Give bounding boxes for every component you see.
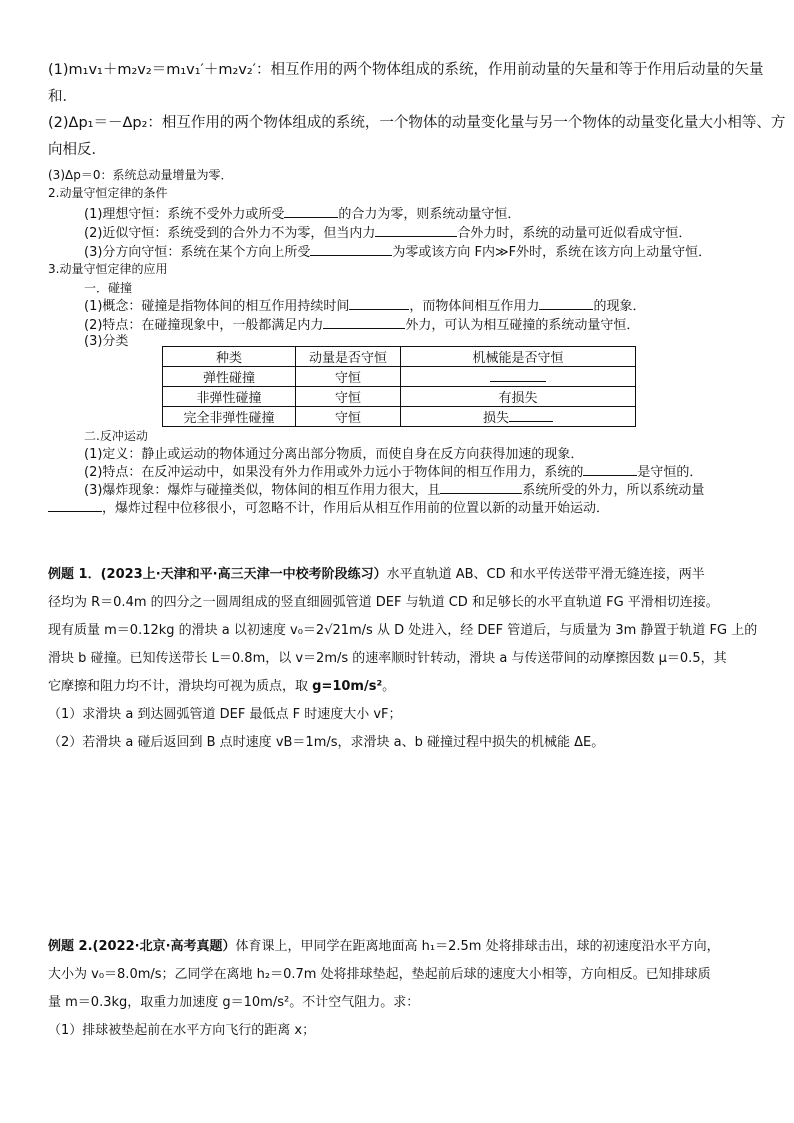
explosion-phenomenon: (3)爆炸现象：爆炸与碰撞类似，物体间的相互作用力很大，且 系统所受的外力，所以系统动量 [84, 479, 704, 498]
formula-line-3: (3)Δp＝0：系统总动量增量为零． [48, 168, 233, 182]
example-1-line-1: 例题 1．(2023上·天津和平·高三天津一中校考阶段练习）水平直轨道 AB、CD 和水平传送带平滑无缝连接，两半 [48, 567, 705, 582]
blank [284, 204, 338, 218]
table-cell [401, 367, 636, 387]
table-row [163, 407, 636, 427]
table-cell: 弹性碰撞 [163, 367, 296, 387]
blank [349, 296, 409, 310]
blank [323, 315, 405, 329]
subsection-collision: 一．碰撞 [84, 281, 133, 295]
section-title-applications: 3.动量守恒定律的应用 [48, 262, 168, 276]
blank [539, 296, 593, 310]
example-1-label: 例题 1 [48, 567, 88, 582]
table-cell: 非弹性碰撞 [163, 387, 296, 407]
example-1-line-4: 滑块 b 碰撞。已知传送带长 L＝0.8m，以 v＝2m/s 的速率顺时针转动，滑块 a 与传送带间的动摩擦因数 μ＝0.5，其 [48, 651, 727, 666]
blank [440, 480, 522, 494]
table-cell: 守恒 [296, 367, 401, 387]
section-title-conditions: 2.动量守恒定律的条件 [48, 186, 168, 200]
table-row [163, 387, 636, 407]
collision-concept: (1)概念：碰撞是指物体间的相互作用持续时间 ，而物体间相互作用力 的现象． [84, 295, 645, 314]
collision-classification: (3)分类 [84, 334, 129, 349]
example-2-question-1: （1）排球被垫起前在水平方向飞行的距离 x； [48, 1023, 316, 1038]
example-1-line-2: 径均为 R＝0.4m 的四分之一圆周组成的竖直细圆弧管道 DEF 与轨道 CD 和足够长的水平直轨道 FG 平滑相切连接。 [48, 595, 719, 610]
table-header: 机械能是否守恒 [401, 347, 636, 367]
table-cell: 有损失 [401, 387, 636, 407]
recoil-feature: (2)特点：在反冲运动中，如果没有外力作用或外力远小于物体间的相互作用力，系统的 是守恒的． [84, 461, 702, 480]
recoil-definition: (1)定义：静止或运动的物体通过分离出部分物质，而使自身在反方向获得加速的现象． [84, 447, 584, 462]
condition-approx: (2)近似守恒：系统受到的合外力不为零，但当内力 合外力时，系统的动量可近似看成守恒． [84, 222, 691, 241]
example-1-line-3: 现有质量 m＝0.12kg 的滑块 a 以初速度 v₀＝2√21m/s 从 D 处进入，经 DEF 管道后，与质量为 3m 静置于轨道 FG 上的 [48, 623, 758, 638]
explosion-phenomenon-cont: ，爆炸过程中位移很小，可忽略不计，作用后从相互作用前的位置以新的动量开始运动． [48, 497, 609, 516]
example-2-source: .(2022·北京·高考真题） [87, 939, 236, 954]
table-cell: 守恒 [296, 407, 401, 427]
example-2-line-3: 量 m＝0.3kg，取重力加速度 g＝10m/s²。不计空气阻力。求： [48, 995, 420, 1010]
formula-line-2: (2)Δp₁＝－Δp₂：相互作用的两个物体组成的系统，一个物体的动量变化量与另一个物体的动量变化量大小相等、方 [48, 115, 786, 131]
collision-type-table [162, 346, 636, 427]
table-cell: 损失 [401, 407, 636, 427]
subsection-recoil: 二.反冲运动 [84, 429, 148, 443]
example-2-label: 例题 2 [48, 939, 88, 954]
blank [48, 498, 102, 512]
table-cell: 完全非弹性碰撞 [163, 407, 296, 427]
condition-direction: (3)分方向守恒：系统在某个方向上所受 为零或该方向 F内≫F外时，系统在该方向上动量守恒． [84, 241, 711, 260]
example-2-line-2: 大小为 v₀＝8.0m/s；乙同学在离地 h₂＝0.7m 处将排球垫起，垫起前后球的速度大小相等，方向相反。已知排球质 [48, 967, 711, 982]
blank [509, 408, 553, 422]
example-1-source: ．(2023上·天津和平·高三天津一中校考阶段练习） [87, 567, 387, 582]
blank [375, 223, 457, 237]
condition-ideal: (1)理想守恒：系统不受外力或所受 的合力为零，则系统动量守恒． [84, 203, 520, 222]
formula-line-1: (1)m₁v₁＋m₂v₂＝m₁v₁′＋m₂v₂′：相互作用的两个物体组成的系统，作用前动量的矢量和等于作用后动量的矢量 [48, 62, 764, 78]
example-1-question-2: （2）若滑块 a 碰后返回到 B 点时速度 vB＝1m/s，求滑块 a、b 碰撞过程中损失的机械能 ΔE。 [48, 735, 605, 750]
table-row [163, 367, 636, 387]
formula-line-1-cont: 和． [48, 89, 77, 105]
blank [583, 462, 637, 476]
example-1-line-5: 它摩擦和阻力均不计，滑块均可视为质点，取 g=10m/s²。 [48, 679, 396, 694]
collision-feature: (2)特点：在碰撞现象中，一般都满足内力 外力，可认为相互碰撞的系统动量守恒． [84, 314, 639, 333]
formula-line-2-cont: 向相反． [48, 142, 106, 158]
example-2-line-1: 例题 2.(2022·北京·高考真题）体育课上，甲同学在距离地面高 h₁＝2.5m 处将排球击出，球的初速度沿水平方向， [48, 939, 720, 954]
blank [490, 368, 546, 382]
table-header: 动量是否守恒 [296, 347, 401, 367]
table-cell: 守恒 [296, 387, 401, 407]
table-header: 种类 [163, 347, 296, 367]
blank [310, 242, 392, 256]
example-1-question-1: （1）求滑块 a 到达圆弧管道 DEF 最低点 F 时速度大小 vF； [48, 707, 402, 722]
